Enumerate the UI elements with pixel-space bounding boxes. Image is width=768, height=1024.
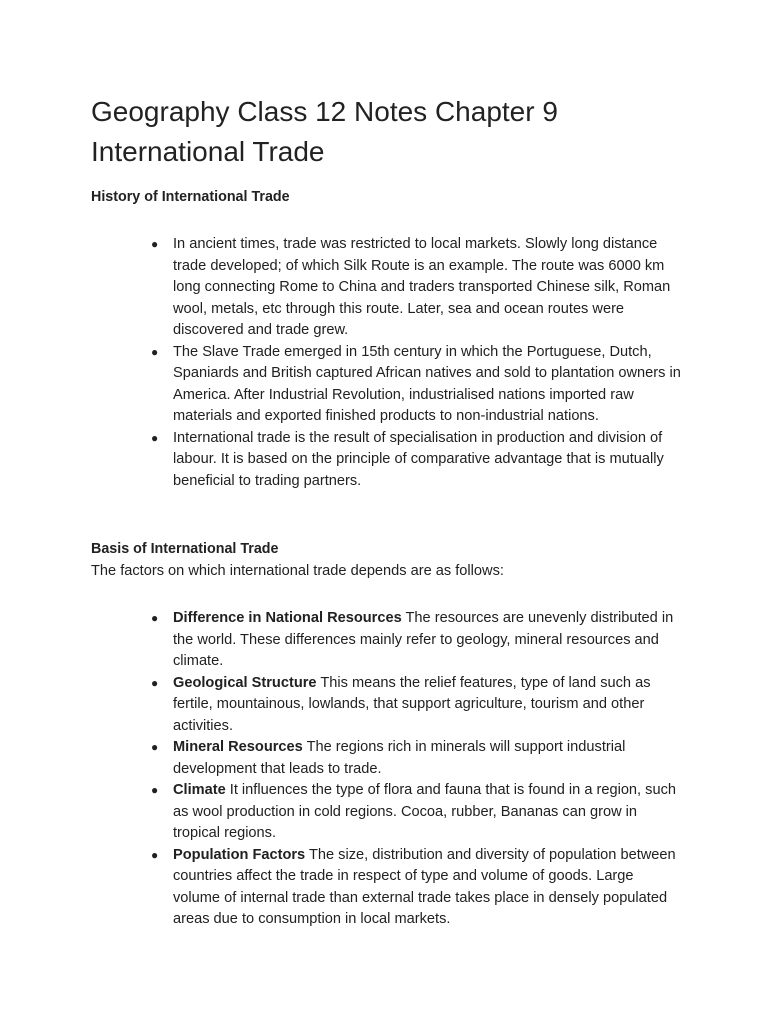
list-item <box>91 673 683 738</box>
list-item-text: International trade is the result of specialisation in production and division of labour. It is based on the principle of comparative advantage that is mutually beneficial to trading partners. <box>173 429 664 489</box>
list-item <box>91 234 683 342</box>
bullet-icon: ● <box>151 847 159 862</box>
basis-list <box>91 608 691 931</box>
list-item-term: Geological Structure <box>173 674 317 691</box>
list-item-text: The size, distribution and diversity of population between countries affect the trade in respect of type and volume of goods. Large volume of internal trade than external trade takes place in densely populated areas due to consumption in local markets. <box>173 846 676 927</box>
section-heading-basis: Basis of International Trade <box>91 541 279 557</box>
list-item <box>91 428 683 493</box>
bullet-icon: ● <box>151 611 159 625</box>
bullet-icon: ● <box>151 237 159 251</box>
list-item-term: Population Factors <box>173 846 306 863</box>
list-item-text: It influences the type of flora and fauna that is found in a region, such as wool production in cold regions. Cocoa, rubber, Bananas can grow in tropical regions. <box>173 782 676 841</box>
list-item-text: In ancient times, trade was restricted to local markets. Slowly long distance trade developed; of which Silk Route is an example. The route was 6000 km long connecting Rome to China and traders transported Chinese silk, Roman wool, metals, etc through this route. Later, sea and ocean routes were discovered and trade grew. <box>173 236 671 338</box>
list-item-text: The regions rich in minerals will support industrial development that leads to trade. <box>173 739 626 777</box>
list-item <box>91 845 683 931</box>
history-list <box>91 234 691 492</box>
bullet-icon: ● <box>151 675 159 690</box>
list-item-text: The resources are unevenly distributed in the world. These differences mainly refer to geology, mineral resources and climate. <box>173 610 674 669</box>
list-item-term: Climate <box>173 782 226 798</box>
list-item <box>91 780 683 845</box>
list-item-text: This means the relief features, type of land such as fertile, mountainous, lowlands, that support agriculture, tourism and other activities. <box>173 674 651 734</box>
bullet-icon: ● <box>151 344 159 359</box>
list-item <box>91 608 683 673</box>
list-item-term: Difference in National Resources <box>173 610 402 626</box>
list-item-term: Mineral Resources <box>173 739 303 755</box>
list-item <box>91 737 683 780</box>
section-intro: The factors on which international trade depends are as follows: <box>91 563 504 579</box>
bullet-icon: ● <box>151 430 159 445</box>
list-item <box>91 342 683 428</box>
bullet-icon: ● <box>151 783 159 797</box>
page-title: Geography Class 12 Notes Chapter 9 International Trade <box>91 96 558 167</box>
list-item-text: The Slave Trade emerged in 15th century in which the Portuguese, Dutch, Spaniards and British captured African natives and sold to plantation owners in America. After Industrial Revolution, industrialised nations imported raw materials and exported finished products to non-industrial nations. <box>173 343 681 424</box>
section-heading-history: History of International Trade <box>91 189 290 205</box>
bullet-icon: ● <box>151 740 159 754</box>
